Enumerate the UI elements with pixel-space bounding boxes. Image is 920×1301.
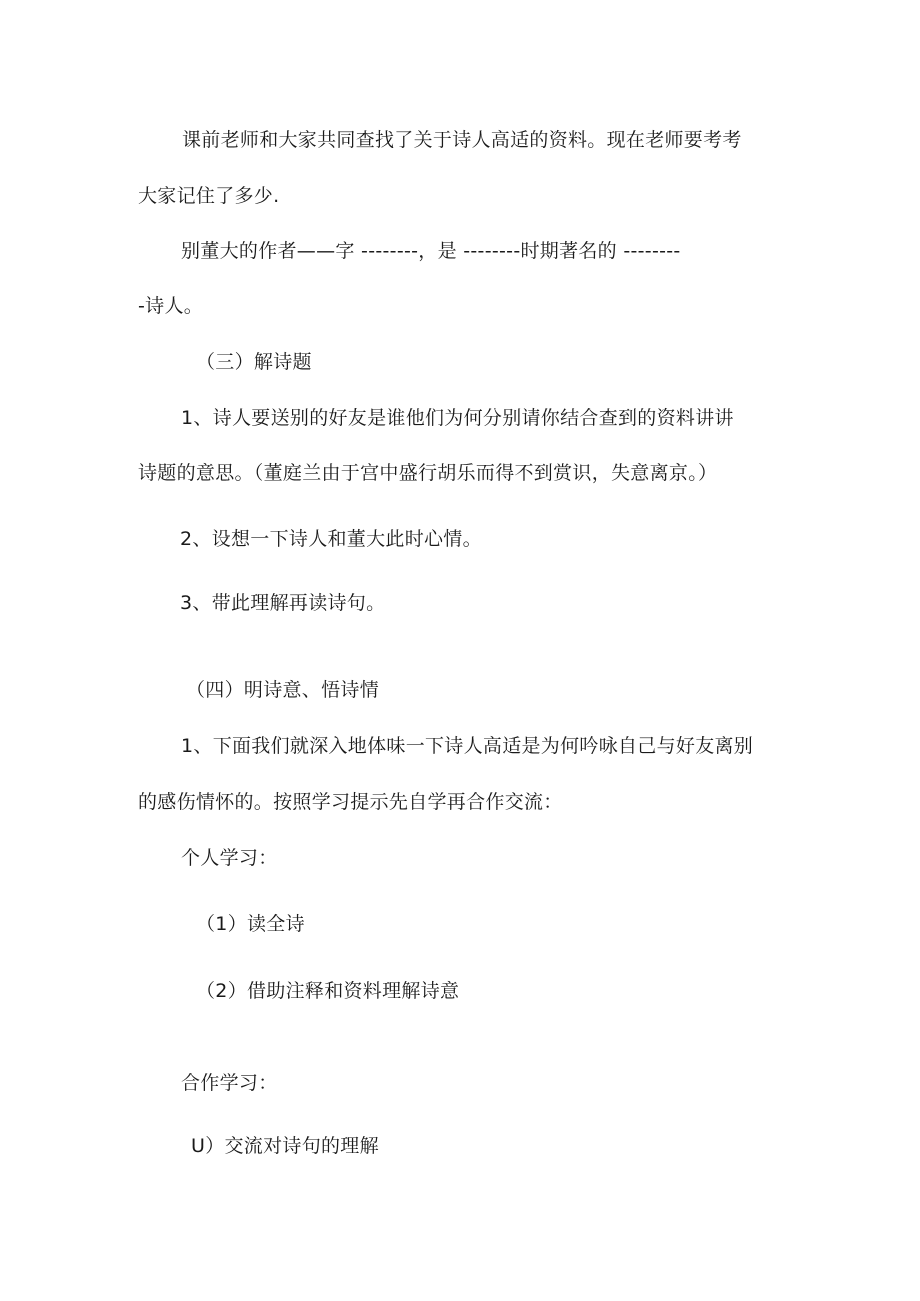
individual-step-2: （2）借助注释和资料理解诗意 [196, 980, 460, 1002]
section-4-heading: （四）明诗意、悟诗情 [186, 679, 380, 701]
item-4-1-line-2: 的感伤情怀的。按照学习提示先自学再合作交流： [138, 791, 563, 813]
cooperative-step-1: U）交流对诗句的理解 [191, 1135, 379, 1157]
item-3-1-line-2: 诗题的意思。（董庭兰由于宫中盛行胡乐而得不到赏识，失意离京。） [138, 462, 718, 484]
intro-line-1: 课前老师和大家共同查找了关于诗人高适的资料。现在老师要考考 [182, 129, 742, 151]
item-3-3: 3、带此理解再读诗句。 [180, 592, 386, 614]
intro-line-2: 大家记住了多少. [138, 185, 280, 207]
item-3-1-line-1: 1、诗人要送别的好友是谁他们为何分别请你结合查到的资料讲讲 [181, 407, 734, 429]
fill-blank-line-1: 别董大的作者——字 --------，是 --------时期著名的 -------- [181, 240, 681, 262]
item-3-2: 2、设想一下诗人和董大此时心情。 [180, 528, 482, 550]
cooperative-learning-label: 合作学习： [181, 1072, 278, 1094]
fill-blank-line-2: -诗人。 [138, 295, 204, 317]
item-4-1-line-1: 1、下面我们就深入地体味一下诗人高适是为何吟咏自己与好友离别 [181, 735, 754, 757]
individual-learning-label: 个人学习： [181, 847, 278, 869]
individual-step-1: （1）读全诗 [196, 913, 305, 935]
section-3-heading: （三）解诗题 [196, 351, 312, 373]
